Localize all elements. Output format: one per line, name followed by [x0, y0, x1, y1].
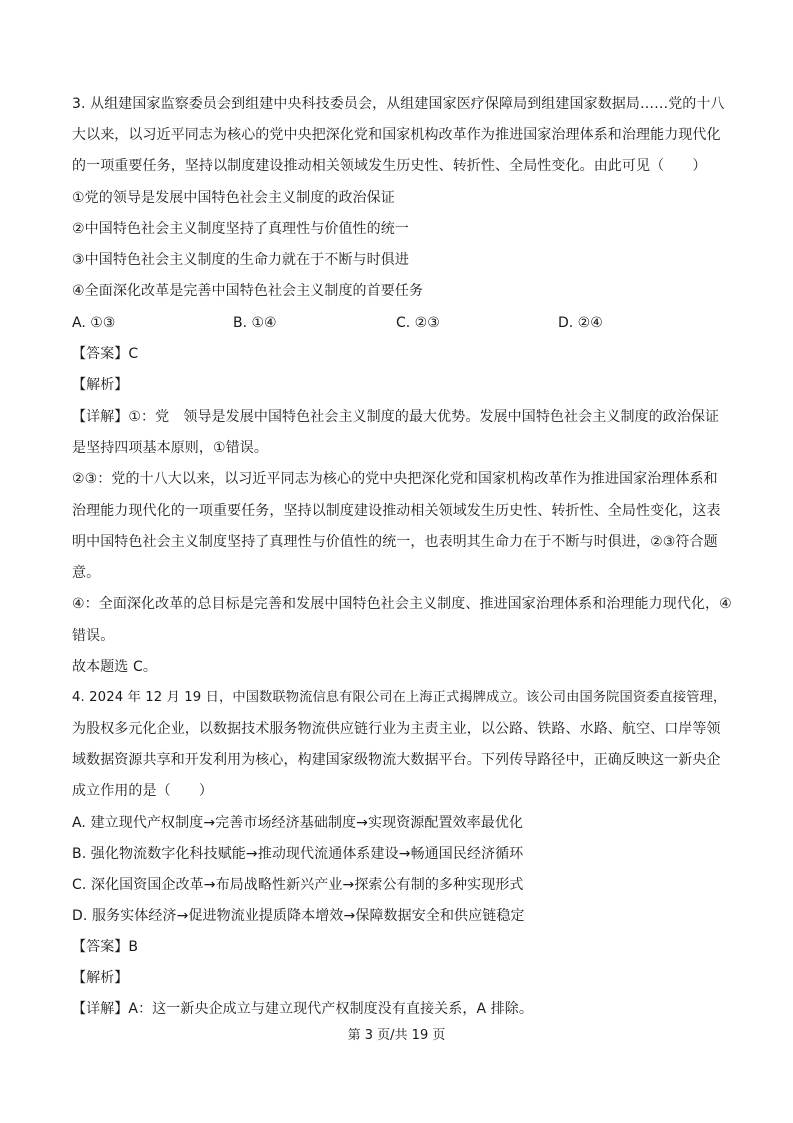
page-number-footer: 第 3 页/共 19 页: [347, 1028, 446, 1043]
q3-statement-1: ①党的领导是发展中国特色社会主义制度的政治保证: [72, 190, 395, 206]
q3-analysis-line-8: 错误。: [72, 628, 115, 644]
q4-stem-line-2: 为股权多元化企业，以数据技术服务物流供应链行业为主责主业，以公路、铁路、水路、航空、口岸等领: [72, 721, 721, 737]
q3-option-d: D. ②④: [558, 315, 603, 331]
q3-analysis-line-5: 明中国特色社会主义制度坚持了真理性与价值性的统一，也表明其生命力在于不断与时俱进，②③符合题: [72, 534, 718, 550]
q3-stem-line-3: 的一项重要任务，坚持以制度建设推动相关领域发生历史性、转折性、全局性变化。由此可见（ ）: [72, 158, 707, 174]
q3-analysis-line-1: 【详解】①：党 领导是发展中国特色社会主义制度的最大优势。发展中国特色社会主义制度的政治保证: [72, 409, 720, 425]
q4-option-a: A. 建立现代产权制度→完善市场经济基础制度→实现资源配置效率最优化: [72, 815, 524, 831]
q4-stem-line-1: 4. 2024 年 12 月 19 日，中国数联物流信息有限公司在上海正式揭牌成立。该公司由国务院国资委直接管理，: [72, 690, 727, 705]
q3-option-c: C. ②③: [396, 315, 440, 331]
q4-analysis-line-1: 【详解】A：这一新央企成立与建立现代产权制度没有直接关系，A 排除。: [72, 1001, 534, 1017]
q3-analysis-line-3: ②③：党的十八大以来，以习近平同志为核心的党中央把深化党和国家机构改革作为推进国家治理体系和: [72, 471, 718, 487]
q4-option-d: D. 服务实体经济→促进物流业提质降本增效→保障数据安全和供应链稳定: [72, 908, 525, 924]
q3-answer: 【答案】C: [72, 346, 139, 362]
q3-analysis-line-7: ④：全面深化改革的总目标是完善和发展中国特色社会主义制度、推进国家治理体系和治理能力现代化，④: [72, 596, 732, 612]
q3-statement-2: ②中国特色社会主义制度坚持了真理性与价值性的统一: [72, 221, 409, 237]
q3-option-a: A. ①③: [72, 315, 116, 331]
q3-analysis-label: 【解析】: [72, 377, 129, 393]
q4-stem-line-4: 成立作用的是（ ）: [72, 783, 213, 799]
q4-option-c: C. 深化国资国企改革→布局战略性新兴产业→探索公有制的多种实现形式: [72, 877, 524, 893]
q3-analysis-line-6: 意。: [72, 565, 101, 581]
q3-option-b: B. ①④: [233, 315, 277, 331]
q3-stem-line-2: 大以来，以习近平同志为核心的党中央把深化党和国家机构改革作为推进国家治理体系和治理能力现代化: [72, 127, 721, 143]
q3-statement-4: ④全面深化改革是完善中国特色社会主义制度的首要任务: [72, 283, 424, 299]
q4-answer: 【答案】B: [72, 939, 139, 955]
q4-option-b: B. 强化物流数字化科技赋能→推动现代流通体系建设→畅通国民经济循环: [72, 846, 524, 862]
q3-analysis-line-4: 治理能力现代化的一项重要任务，坚持以制度建设推动相关领域发生历史性、转折性、全局性变化，这表: [72, 503, 721, 519]
q3-conclusion: 故本题选 C。: [72, 659, 157, 675]
q3-statement-3: ③中国特色社会主义制度的生命力就在于不断与时俱进: [72, 252, 409, 268]
q4-analysis-label: 【解析】: [72, 970, 129, 986]
q4-stem-line-3: 域数据资源共享和开发利用为核心，构建国家级物流大数据平台。下列传导路径中，正确反映这一新央企: [72, 752, 721, 768]
q3-stem-line-1: 3. 从组建国家监察委员会到组建中央科技委员会，从组建国家医疗保障局到组建国家数据局……党的十八: [72, 96, 725, 112]
q3-analysis-line-2: 是坚持四项基本原则，①错误。: [72, 440, 268, 456]
